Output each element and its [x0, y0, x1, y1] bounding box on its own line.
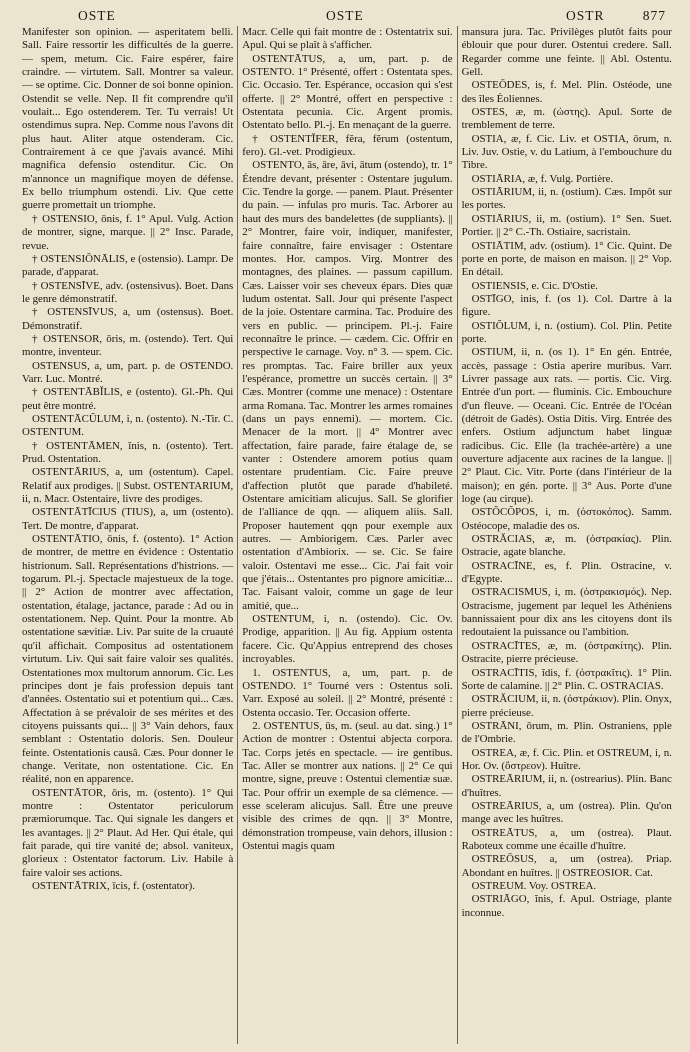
dictionary-entry: OSTENTĀTOR, ōris, m. (ostento). 1° Qui montre : Ostentator periculorum præmiorumque. Tac. Qui signale les dangers et les avantages. || 2° Plaut. Ad Her. Qui étale, qui fait parade, qui tire vanité de; absol. vaniteux, glorieux : Ostentator factorum. Liv. Habile à faire valoir ses actions. [22, 786, 234, 879]
dictionary-entry: OSTREUM. Voy. OSTREA. [471, 880, 597, 892]
dictionary-entry: OSTIENSIS, e. Cic. D'Ostie. [471, 279, 598, 292]
dictionary-entry: OSTIA, æ, f. Cic. Liv. et OSTIA, ōrum, n. Liv. Juv. Ostie, v. du Latium, à l'embouchure du Tibre. [461, 132, 672, 172]
dictionary-entry: OSTIŎLUM, i, n. (ostium). Col. Plin. Petite porte. [461, 319, 672, 345]
dictionary-entry: OSTENTĀTĪCIUS (TIUS), a, um (ostento). Tert. De montre, d'apparat. [22, 506, 234, 532]
dictionary-entry: OSTRĂCIAS, æ, m. (ὀστρακίας). Plin. Ostracie, agate blanche. [461, 533, 672, 559]
column-middle [237, 26, 456, 1044]
dictionary-entry: OSTRIĀGO, ĭnis, f. Apul. Ostriage, plante inconnue. [461, 893, 672, 919]
dictionary-entry: OSTREĀRIUM, ii, n. (ostrearius). Plin. Banc d'huîtres. [461, 773, 672, 799]
dictionary-entry: OSTENTĀTRIX, īcis, f. (ostentator). [32, 880, 196, 892]
dictionary-entry: OSTREĀTUS, a, um (ostrea). Plaut. Raboteux comme une écaille d'huître. [461, 826, 672, 852]
dictionary-entry: OSTENTĀTUS, a, um, part. p. de OSTENTO. 1° Présenté, offert : Ostentata spes. Cic. Occasio. Ter. Espérance, occasion qui s'est offerte. || 2° Montré, offert en perspective : Ostentata pecunia. Cic. Argent promis. Ostentato bello. Pl.-j. En menaçant de la guerre. [242, 52, 453, 132]
dictionary-entry: OSTIĀTIM, adv. (ostium). 1° Cic. Quint. De porte en porte, de maison en maison. || 2° Vop. En détail. [461, 239, 672, 279]
dictionary-entry: OSTĪGO, inis, f. (os 1). Col. Dartre à la figure. [461, 292, 672, 319]
dictionary-entry: OSTENSUS, a, um, part. p. de OSTENDO. Varr. Luc. Montré. [22, 359, 234, 385]
dictionary-entry: OSTENTĀCŬLUM, i, n. (ostento). N.-Tir. C. OSTENTUM. [22, 412, 234, 439]
dictionary-entry: OSTRĀNI, ōrum, m. Plin. Ostraniens, pple de l'Ombrie. [461, 719, 672, 746]
text-columns [18, 26, 676, 1044]
dictionary-entry: OSTIĀRIUS, ii, m. (ostium). 1° Sen. Suet. Portier. || 2° C.-Th. Ostiaire, sacristain. [461, 212, 672, 239]
dictionary-entry: 1. OSTENTUS, a, um, part. p. de OSTENDO. 1° Tourné vers : Ostentus soli. Varr. Exposé au soleil. || 2° Montré, présenté : Ostenta occasio. Ter. Occasion offerte. [242, 666, 453, 719]
dictionary-entry: OSTREŌSUS, a, um (ostrea). Priap. Abondant en huîtres. || OSTREOSIOR. Cat. [461, 853, 672, 879]
dictionary-entry: † OSTENTĀBĬLIS, e (ostento). Gl.-Ph. Qui peut être montré. [22, 386, 234, 412]
dictionary-entry: OSTRĂCIUM, ii, n. (ὀστράκιον). Plin. Onyx, pierre précieuse. [461, 693, 672, 719]
dictionary-entry: † OSTENTĬFER, fĕra, fĕrum (ostentum, fero). Gl.-vet. Prodigieux. [242, 132, 453, 159]
dictionary-entry: OSTREĀRIUS, a, um (ostrea). Plin. Qu'on mange avec les huîtres. [461, 799, 672, 826]
page-number: 877 [642, 8, 666, 23]
dictionary-entry: mansura jura. Tac. Privilèges plutôt faits pour éblouir que pour durer. Ostentui credere. Sall. Regarder comme une feinte. || Abl. Ostentu. Gell. [461, 26, 672, 79]
dictionary-entry: OSTENTUM, i, n. (ostendo). Cic. Ov. Prodige, apparition. || Au fig. Appium ostenta facere. Cic. Qu'Appius entreprend des choses incroyables. [242, 613, 453, 666]
dictionary-entry: Manifester son opinion. — asperitatem belli. Sall. Faire ressortir les difficultés de la guerre. — spem, metum. Cic. Faire espérer, faire craindre. — virtutem. Sall. Montrer sa valeur. — se optime. Cic. Donner de soi bonne opinion. Ostendit se velle. Nep. Il fit comprendre qu'il voulait... Ego ostenderem. Ter. Tu verrais! Ut ostendimus supra. Nep. Comme nous l'avons dit plus haut. Aliter atque ostenderam. Cic. Contrairement à ce que j'avais avancé. Mihi magnifica defensio ostenditur. Cic. On m'annonce un magnifique moyen de défense. Ex bello triumphum ostendi. Liv. Que cette guerre promettait un triomphe. [22, 26, 234, 212]
column-right [457, 26, 676, 1044]
dictionary-entry: OSTRACĪTES, æ, m. (ὀστρακίτης). Plin. Ostracite, pierre précieuse. [461, 639, 672, 666]
dictionary-entry: † OSTENSIO, ōnis, f. 1° Apul. Vulg. Action de montrer, signe, marque. || 2° Insc. Parade, revue. [22, 212, 234, 252]
running-head-center: OSTE [326, 8, 364, 23]
dictionary-entry: † OSTENSĪVUS, a, um (ostensus). Boet. Démonstratif. [22, 306, 234, 332]
dictionary-entry: † OSTENTĀMEN, ĭnis, n. (ostento). Tert. Prud. Ostentation. [22, 439, 234, 465]
running-head-right: OSTR [566, 8, 605, 23]
dictionary-entry: † OSTENSĪVE, adv. (ostensivus). Boet. Dans le genre démonstratif. [22, 279, 234, 305]
dictionary-entry: OSTRACĪTIS, ĭdis, f. (ὀστρακῖτις). 1° Plin. Sorte de calamine. || 2° Plin. C. OSTRACIAS. [461, 666, 672, 692]
running-head-left: OSTE [78, 8, 116, 23]
column-left [18, 26, 237, 1044]
dictionary-entry: OSTENTĀTIO, ōnis, f. (ostento). 1° Action de montrer, de mettre en évidence : Ostentatio histrionum. Sall. Représentations d'histrions. — togarum. Pl.-j. Spectacle majestueux de la toge. || 2° Action de montrer avec affectation, ostentation, étalage, jactance, parade : Ad ou in ostentationem. Nep. Quint. Pour la montre. Ab ostentatione sævitiæ. Liv. Par suite de la cruauté qu'il affichait. Compositus ad ostentationem virtutum. Liv. Qui sait faire valoir ses qualités. Ostentationes mox multorum annorum. Cic. Les principes dont je fais profession depuis tant d'années. Ostentatio sui et potentium qui... Cæs. Affectation à se prévaloir de ses mérites et des citoyens puissants qui... || 3° Vain dehors, faux semblant : Ostentatio doloris. Sen. Douleur feinte. Ostentationis causâ. Cæs. Pour donner le change. Veritate, non ostentatione. Cic. En réalité, non en apparence. [22, 533, 234, 786]
dictionary-entry: † OSTENSIŌNĀLIS, e (ostensio). Lampr. De parade, d'apparat. [22, 252, 234, 279]
dictionary-entry: OSTREA, æ, f. Cic. Plin. et OSTREUM, i, n. Hor. Ov. (ὄστρεον). Huître. [461, 746, 672, 772]
dictionary-entry: OSTRACISMUS, i, m. (ὀστρακισμός). Nep. Ostracisme, jugement par lequel les Athéniens bannissaient pour dix ans les citoyens dont ils redoutaient la puissance ou l'ambition. [461, 586, 672, 639]
dictionary-entry: OSTIĀRIUM, ii, n. (ostium). Cæs. Impôt sur les portes. [461, 186, 672, 212]
dictionary-entry: 2. OSTENTUS, ūs, m. (seul. au dat. sing.) 1° Action de montrer : Ostentui abjecta corpora. Tac. Corps jetés en spectacle. — ire gentibus. Tac. Aller se montrer aux nations. || 2° Ce qui montre, signe, preuve : Ostentui clementiæ suæ. Tac. Pour offrir un exemple de sa clémence. — esse sceleram alicujus. Sall. Être une preuve visible des crimes de qqn. || 3° Montre, démonstration trompeuse, vain dehors, illusion : Ostentui magis quam [242, 719, 453, 852]
dictionary-entry: OSTEŌDES, is, f. Mel. Plin. Ostéode, une des îles Éoliennes. [461, 79, 672, 105]
running-head [18, 8, 672, 24]
dictionary-entry: OSTENTO, ās, āre, āvi, ātum (ostendo), tr. 1° Étendre devant, présenter : Ostentare jugulum. Cic. Tendre la gorge. — panem. Plaut. Présenter du pain. — infulas pro muris. Tac. Arborer au haut des murs des bandelettes (de suppliants). || 2° Montrer, faire voir, indiquer, manifester, faire connaître, faire envisager : Ostentare montes. Hor. campos. Virg. Montrer des montagnes, des plaines. — passum capillum. Cæs. Laisser voir ses cheveux épars. Dies quæ ludum ostentat. Sall. Jour qui présente l'aspect de la joie. Ostentare carmina. Tac. Produire des vers en public. — principem. Pl.-j. Faire reconnaître le prince. — cædem. Cic. Offrir en perspective le carnage. Voy. n° 3. — spem. Cic. res promptas. Tac. Faire briller aux yeux l'espérance, promettre un succès certain. || 3° Cæs. Montrer (comme une menace) : Ostentare arma Romana. Tac. Montrer les armes romaines (dans un pays ennemi). — mortem. Cic. Menacer de la mort. || 4° Montrer avec affectation, faire parade, faire étalage de, se vanter : Ostendere amorem potius quam ostentare prudentiam. Cic. Faire preuve d'affection plutôt que parade d'habileté. Ostentare amicitiam alicujus. Sall. Se glorifier de l'alliance de qqn. — aliquem aliis. Sall. Proposer hautement qqn pour exemple aux autres. — Ambiorigem. Cæs. Parler avec ostentation d'Ambiorix. — se. Cic. Se faire valoir. Ostentavi me esse... Cic. J'ai fait voir que j'étais... Ostentantes pro pignore amicitiæ... Tac. Faisant valoir, comme un gage de leur amitié, que... [242, 159, 453, 612]
dictionary-entry: OSTES, æ, m. (ὠστης). Apul. Sorte de tremblement de terre. [461, 106, 672, 132]
dictionary-entry: OSTRACĪNE, es, f. Plin. Ostracine, v. d'Egypte. [461, 559, 672, 586]
dictionary-entry: OSTŎCŎPOS, i, m. (ὀστοκόπος). Samm. Ostéocope, maladie des os. [461, 506, 672, 532]
dictionary-entry: OSTIĀRIA, æ, f. Vulg. Portière. [471, 172, 614, 185]
dictionary-entry: OSTIUM, ii, n. (os 1). 1° En gén. Entrée, accès, passage : Ostia aperire muribus. Varr. Livrer passage aux rats. — portis. Cic. Virg. Entrée d'un port. — fluminis. Cic. Embouchure d'un fleuve. — Oceani. Cic. Entrée de l'Océan (détroit de Gadès). Ostia Ditis. Virg. Entrée des enfers. Ostium adjunctum habet linguæ radicibus. Cic. Elle (la trachée-artère) a une ouverture adjacente aux racines de la langue. || 2° Plaut. Cic. Vitr. Porte (dans l'intérieur de la maison); en gén. porte. || 3° Aus. Porte d'une loge (au cirque). [461, 346, 672, 506]
dictionary-entry: † OSTENSOR, ōris, m. (ostendo). Tert. Qui montre, inventeur. [22, 332, 234, 359]
dictionary-entry: Macr. Celle qui fait montre de : Ostentatrix sui. Apul. Qui se plaît à s'afficher. [242, 26, 453, 52]
dictionary-entry: OSTENTĀRIUS, a, um (ostentum). Capel. Relatif aux prodiges. || Subst. OSTENTARIUM, ii, n. Macr. Ostentaire, livre des prodiges. [22, 466, 234, 506]
